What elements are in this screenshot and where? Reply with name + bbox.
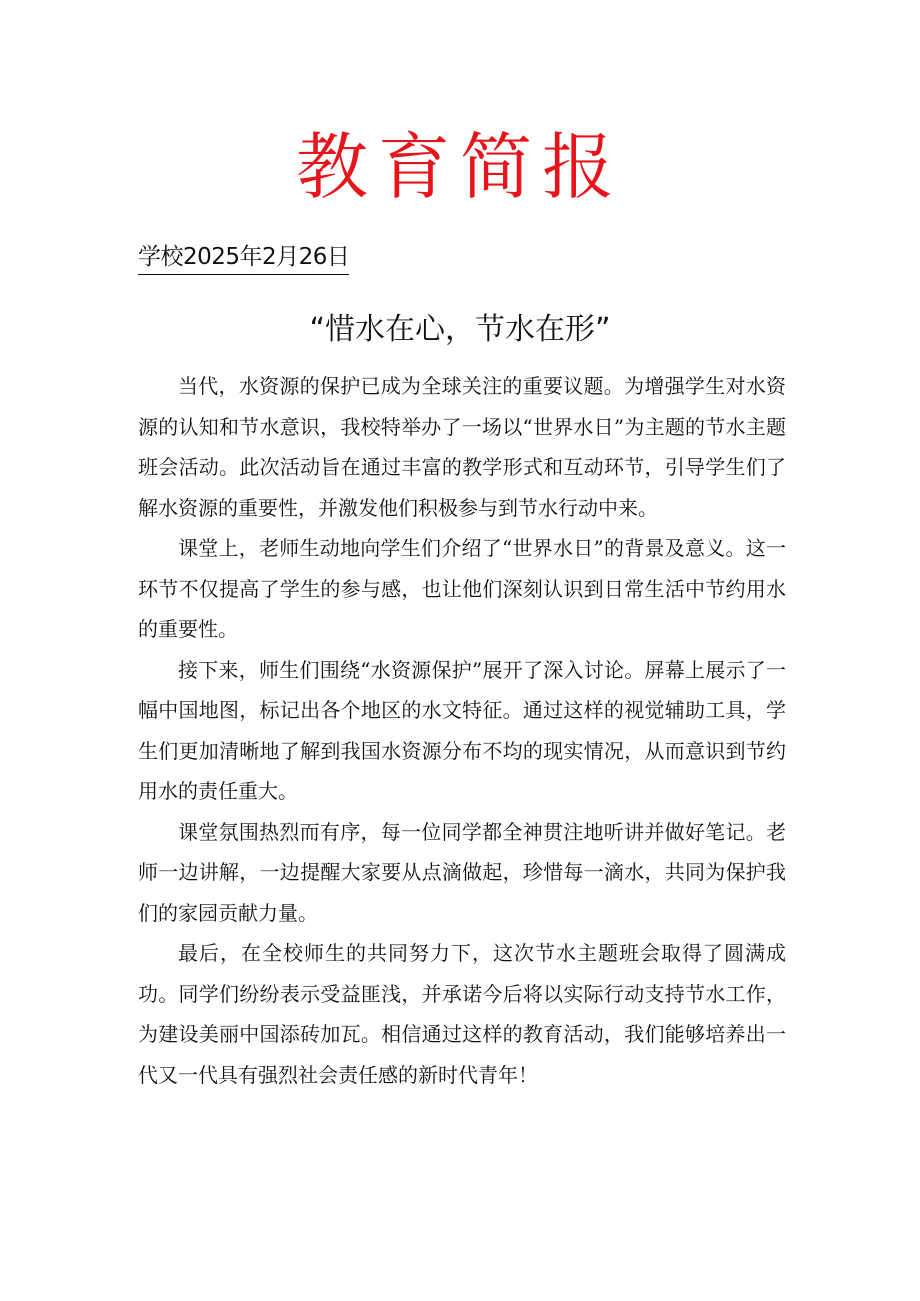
school-dateline: 学校2025年2月26日 xyxy=(138,240,349,275)
paragraph-2: 课堂上，老师生动地向学生们介绍了“世界水日”的背景及意义。这一环节不仅提高了学生的参与感，也让他们深刻认识到日常生活中节约用水的重要性。 xyxy=(138,536,786,641)
article-headline: “惜水在心，节水在形” xyxy=(309,312,611,347)
paragraph-1: 当代，水资源的保护已成为全球关注的重要议题。为增强学生对水资源的认知和节水意识，我校特举办了一场以“世界水日”为主题的节水主题班会活动。此次活动旨在通过丰富的教学形式和互动环节，引导学生们了解水资源的重要性，并激发他们积极参与到节水行动中来。 xyxy=(138,374,786,520)
newsletter-title: 教育简报 xyxy=(295,125,624,209)
paragraph-3: 接下来，师生们围绕“水资源保护”展开了深入讨论。屏幕上展示了一幅中国地图，标记出各个地区的水文特征。通过这样的视觉辅助工具，学生们更加清晰地了解到我国水资源分布不均的现实情况，从而意识到节约用水的责任重大。 xyxy=(138,657,786,803)
paragraph-4: 课堂氛围热烈而有序，每一位同学都全神贯注地听讲并做好笔记。老师一边讲解，一边提醒大家要从点滴做起，珍惜每一滴水，共同为保护我们的家园贡献力量。 xyxy=(138,819,786,925)
paragraph-5: 最后，在全校师生的共同努力下，这次节水主题班会取得了圆满成功。同学们纷纷表示受益匪浅，并承诺今后将以实际行动支持节水工作，为建设美丽中国添砖加瓦。相信通过这样的教育活动，我们能够培养出一代又一代具有强烈社会责任感的新时代青年！ xyxy=(138,941,786,1087)
article-body xyxy=(138,366,786,1095)
